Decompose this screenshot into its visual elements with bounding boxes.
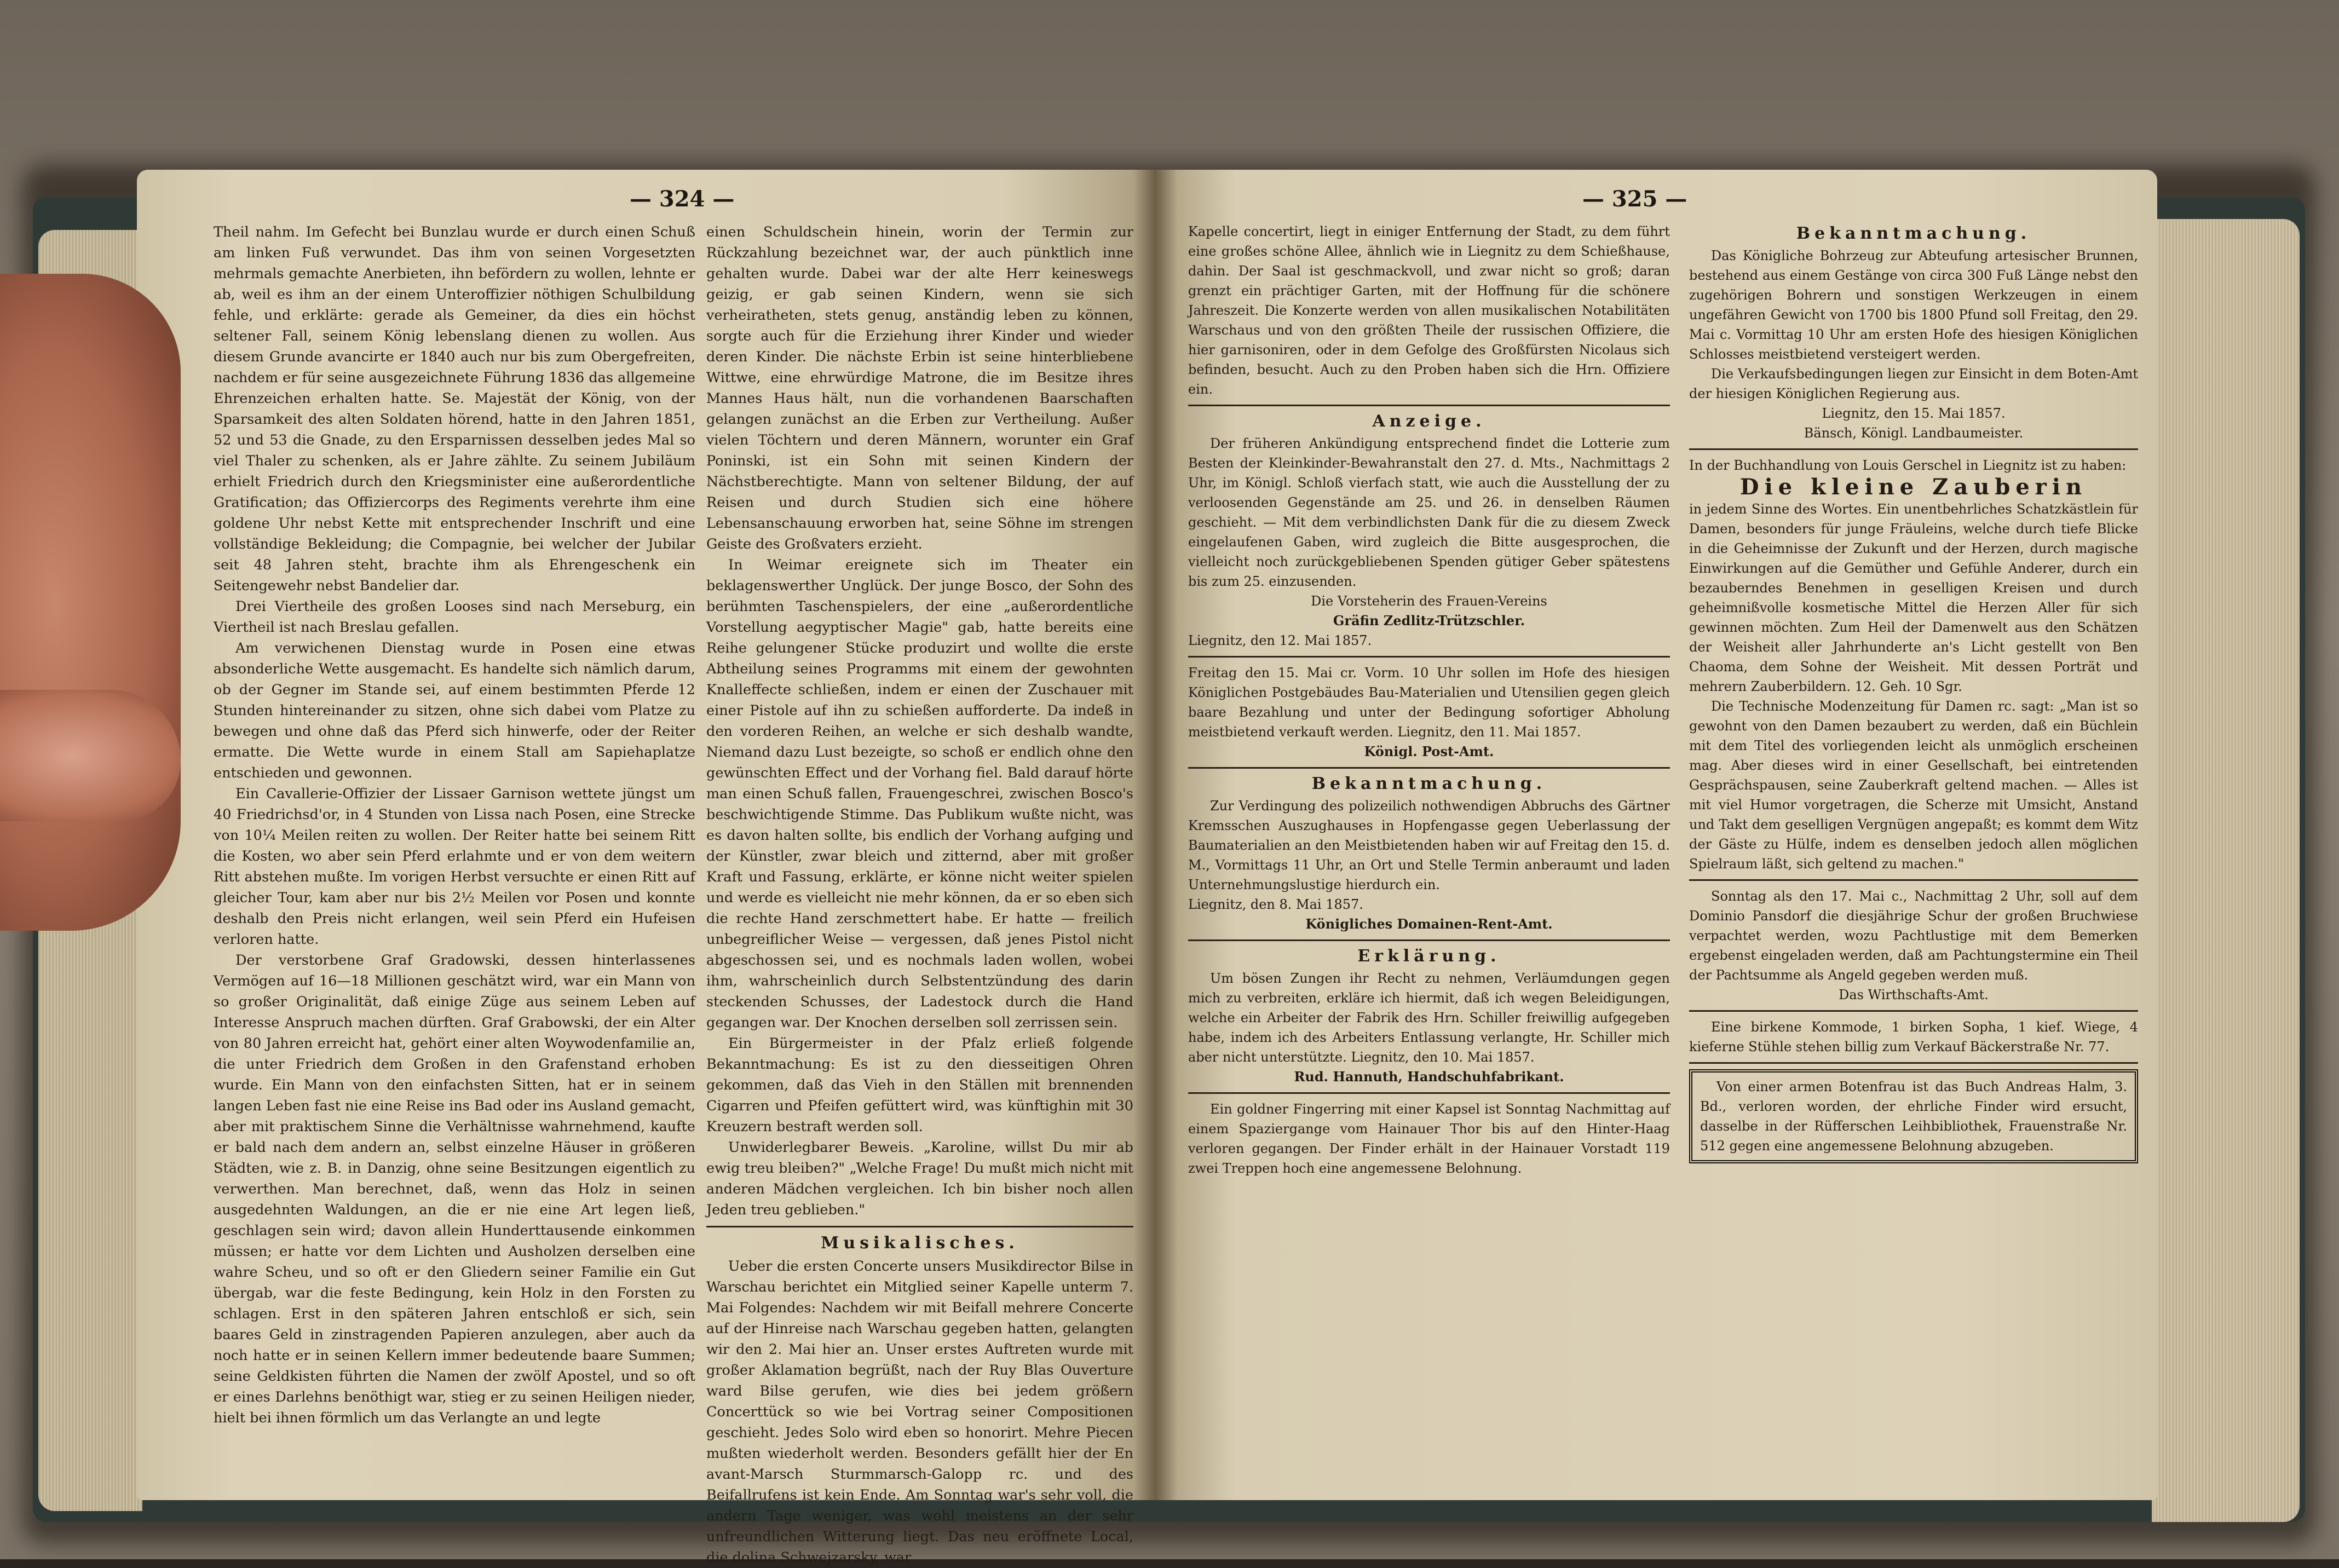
divider: [1188, 1092, 1670, 1094]
boxed-notice: [1689, 1069, 2138, 1163]
paragraph: Der verstorbene Graf Gradowski, dessen hinterlassenes Vermögen auf 16—18 Millionen geschätzt wird, war ein Mann von so großer Originalität, daß einige Züge aus seinem Leben auf Interesse Anspruch machen dürften. Graf Grabowski, der ein Alter von 80 Jahren erreicht hat, gehört einer alten Woywodenfamilie an, die unter Friedrich dem Großen in den Grafenstand erhoben wurde. Ein Mann von den einfachsten Sitten, hat er in seinem langen Leben fast nie eine Reise ins Bad oder ins Ausland gemacht, aber mit praktischem Sinne die Verhältnisse wahrnehmend, kaufte er bald nach dem andern an, selbst einzelne Häuser in größeren Städten, wie z. B. in Danzig, ohne seine Besitzungen eigentlich zu verwerthen. Man berechnet, daß, wenn das Holz in seinen ausgedehnten Waldungen, an die er nie eine Art legen ließ, geschlagen sein wird; davon allein Hunderttausende einkommen müssen; er hatte vor dem Lichten und Ausholzen derselben eine wahre Scheu, und so oft er den Gliedern seiner Familie ein Gut übergab, war die feste Bedingung, kein Holz in den Forsten zu schlagen. Erst in den späteren Jahren entschloß er sich, sein baares Geld in zinstragenden Papieren anzulegen, aber auch da noch hatte er in seinen Kellern immer bedeutende baare Summen; seine Geldkisten führten die Namen der zwölf Apostel, und so oft er eines Darlehns benöthigt war, stieg er zu seinen Heiligen nieder, hielt bei ihnen förmlich um das Verlangte an und legte: [214, 952, 695, 1426]
divider: [1689, 448, 2138, 450]
right-page-number: — 325 —: [1582, 186, 1687, 212]
paragraph: In Weimar ereignete sich im Theater ein beklagenswerther Unglück. Der junge Bosco, der Sohn des berühmten Taschenspielers, der eine „außerordentliche Vorstellung aegyptischer Magie" gab, hatte bereits eine Reihe gelungener Stücke produzirt und wollte die erste Abtheilung seines Programms mit einem der gewohnten Knalleffecte schließen, indem er einen der Zuschauer mit einer Pistole auf ihn zu schießen aufforderte. Da indeß in den vorderen Reihen, an welche er sich deshalb wandte, Niemand dazu Lust bezeigte, so schoß er endlich ohne den gewünschten Effect und der Vorhang fiel. Bald darauf hörte man einen Schuß fallen, Frauengeschrei, zwischen Bosco's beschwichtigende Stimme. Das Publikum wußte nicht, was es davon halten sollte, bis endlich der Vorhang aufging und der Künstler, zwar bleich und zitternd, aber mit großer Kraft und Fassung, erklärte, er könne nicht weiter spielen und werde es vielleicht nie mehr können, da er so eben sich die rechte Hand zerschmettert habe. Er hatte — freilich unbegreiflicher Weise — vergessen, daß jenes Pistol nicht abgeschossen sei, und es nochmals laden wollen, wobei ihm, wahrscheinlich durch Selbstentzündung des darin steckenden Schusses, der Ladestock durch die Hand gegangen war. Der Knochen derselben soll zerrissen sein.: [706, 557, 1133, 1031]
date-line: Liegnitz, den 8. Mai 1857.: [1188, 897, 1363, 912]
paragraph: Zur Verdingung des polizeilich nothwendigen Abbruchs des Gärtner Kremsschen Auszughauses in Hopfengasse gegen Ueberlassung der Baumaterialien an den Meistbietenden haben wir auf Freitag den 15. d. M., Vormittags 11 Uhr, an Ort und Stelle Termin anberaumt und laden Unternehmungslustige hierdurch ein.: [1188, 798, 1670, 892]
anzeige-heading: Anzeige.: [1372, 412, 1486, 431]
paragraph: in jedem Sinne des Wortes. Ein unentbehrliches Schatzkästlein für Damen, besonders für junge Fräuleins, welche durch tiefe Blicke in die Geheimnisse der Zukunft und der Herzen, durch magische Einwirkungen auf die Gemüther und Gefühle Anderer, durch ein bezauberndes Benehmen in geselligen Kreisen und durch geheimnißvolle kosmetische Mittel die Herzen Aller für sich gewinnen möchten. Zum Heil der Damenwelt aus den Schätzen der Weisheit aller Jahrhunderte an's Licht gestellt von Ben Chaoma, dem Sohne der Weisheit. Mit dessen Porträt und mehrern Zauberbildern. 12. Geh. 10 Sgr.: [1689, 501, 2138, 694]
paragraph: Eine birkene Kommode, 1 birken Sopha, 1 kief. Wiege, 4 kieferne Stühle stehen billig zum Verkauf Bäckerstraße Nr. 77.: [1689, 1019, 2138, 1054]
paragraph: einen Schuldschein hinein, worin der Termin zur Rückzahlung bezeichnet war, der auch pünktlich inne gehalten wurde. Dabei war der alte Herr keineswegs geizig, er gab seinen Kindern, wenn sie sich verheiratheten, stets genug, anständig leben zu können, sorgte auch für die Erziehung ihrer Kinder und wieder deren Kinder. Die nächste Erbin ist seine hinterbliebene Wittwe, eine ehrwürdige Matrone, die im Besitze ihres Mannes Haus hält, nun die vorhandenen Baarschaften gelangen zunächst an die Erben zur Vertheilung. Außer vielen Töchtern und deren Männern, worunter ein Graf Poninski, ist ein Sohn mit seinen Kindern der Nächstberechtigte. Mann von seltener Bildung, der auf Reisen und durch Studien sich eine höhere Lebensanschauung erworben hat, seine Söhne im strengen Geiste des Großvaters erzieht.: [706, 224, 1133, 552]
paragraph: Am verwichenen Dienstag wurde in Posen eine etwas absonderliche Wette ausgemacht. Es handelte sich nämlich darum, ob der Gegner im Stande sei, auf einem bestimmten Pferde 12 Stunden hintereinander zu sitzen, ohne sich dabei vom Platze zu bewegen und ohne daß das Pferd sich hinwerfe, oder der Reiter ermatte. Die Wette wurde in einem Stall am Sapiehaplatze entschieden und gewonnen.: [214, 640, 695, 781]
music-heading: Musikalisches.: [821, 1233, 1019, 1253]
bekanntmachung-heading: Bekanntmachung.: [1796, 224, 2031, 243]
right-page-stack: [2152, 219, 2300, 1522]
paragraph: Um bösen Zungen ihr Recht zu nehmen, Verläumdungen gegen mich zu verbreiten, erkläre ich hiermit, daß ich wegen Beleidigungen, welche ein Arbeiter der Fabrik des Hrn. Schiller freiwillig aufgegeben habe, indem ich des Arbeiters Entlassung verlangte, Hr. Schiller mich aber nicht unterstützte. Liegnitz, den 10. Mai 1857.: [1188, 971, 1670, 1065]
hand: [0, 274, 181, 931]
bekanntmachung-heading: Bekanntmachung.: [1311, 774, 1547, 793]
paragraph: Ein Cavallerie-Offizier der Lissaer Garnison wettete jüngst um 40 Friedrichsd'or, in 4 Stunden von Lissa nach Posen, eine Strecke von 10¼ Meilen reiten zu wollen. Der Reiter hatte bei seinem Ritt die Kosten, wo aber sein Pferd erlahmte und er von dem weitern Ritt abstehen mußte. Im vorigen Herbst versuchte er einen Ritt auf gleicher Tour, kam aber nur bis 2½ Meilen vor Posen und konnte deshalb den Preis nicht erlangen, weil sein Pferd ein Hufeisen verloren hatte.: [214, 786, 695, 948]
signature: Königliches Domainen-Rent-Amt.: [1305, 916, 1553, 932]
divider: [1188, 656, 1670, 658]
date-line: Liegnitz, den 12. Mai 1857.: [1188, 633, 1372, 648]
divider: [1689, 1010, 2138, 1012]
paragraph: Kapelle concertirt, liegt in einiger Entfernung der Stadt, zu dem führt eine großes schöne Allee, ähnlich wie in Liegnitz zu dem Schießhause, dahin. Der Saal ist geschmackvoll, und zwar nicht so groß; daran grenzt ein prächtiger Garten, mit der Hoffnung für die schönere Jahreszeit. Die Konzerte werden von allen musikalischen Notabilitäten Warschaus und von den größten Theile der russischen Offiziere, die hier garnisoniren, oder in dem Gefolge des Großfürsten Nicolaus sich befinden, besucht. Auch zu den Proben haben sich die Hrn. Offiziere ein.: [1188, 224, 1670, 397]
signature: Bänsch, Königl. Landbaumeister.: [1804, 425, 2024, 441]
signature: Gräfin Zedlitz-Trützschler.: [1333, 613, 1525, 629]
paragraph: Ein Bürgermeister in der Pfalz erließ folgende Bekanntmachung: Es ist zu den diesseitigen Ohren gekommen, daß das Vieh in den Ställen mit brennenden Cigarren und Pfeifen gefüttert wird, was künftighin mit 30 Kreuzern bestraft werden soll.: [706, 1035, 1133, 1135]
paragraph: Freitag den 15. Mai cr. Vorm. 10 Uhr sollen im Hofe des hiesigen Königlichen Postgebäudes Bau-Materialien und Utensilien gegen gleich baare Bezahlung und unter der Bedingung sofortiger Abholung meistbietend verkauft werden. Liegnitz, den 11. Mai 1857.: [1188, 665, 1670, 740]
paragraph: Die Verkaufsbedingungen liegen zur Einsicht in dem Boten-Amt der hiesigen Königlichen Regierung aus.: [1689, 366, 2138, 401]
paragraph: Der früheren Ankündigung entsprechend findet die Lotterie zum Besten der Kleinkinder-Bewahranstalt den 27. d. Mts., Nachmittags 2 Uhr, im Königl. Schloß vierfach statt, wie auch die Ausstellung der zu verloosenden Gegenstände am 25. und 26. in denselben Räumen geschieht. — Mit dem verbindlichsten Dank für die zu diesem Zweck eingelaufenen Gaben, wird zugleich die Bitte ausgesprochen, die vielleicht noch zurückgebliebenen Spenden gütiger Geber spätestens bis zum 25. einzusenden.: [1188, 436, 1670, 589]
thumb: [0, 690, 181, 821]
paragraph: Unwiderlegbarer Beweis. „Karoline, willst Du mir ab ewig treu bleiben?" „Welche Frage! Du mußt mich nicht mit anderen Mädchen vergleichen. Ich bin bisher noch allen Jeden treu geblieben.": [706, 1139, 1133, 1218]
divider: [1188, 405, 1670, 406]
date-line: Liegnitz, den 15. Mai 1857.: [1822, 406, 2006, 421]
divider: [706, 1226, 1133, 1227]
paragraph: Von einer armen Botenfrau ist das Buch Andreas Halm, 3. Bd., verloren worden, der ehrliche Finder wird ersucht, dasselbe in der Rüfferschen Leihbibliothek, Frauenstraße Nr. 512 gegen eine angemessene Belohnung abzugeben.: [1700, 1079, 2127, 1154]
signature: Die Vorsteherin des Frauen-Vereins: [1311, 593, 1547, 609]
book-title: Die kleine Zauberin: [1739, 474, 2088, 500]
paragraph: Die Technische Modenzeitung für Damen rc. sagt: „Man ist so gewohnt von den Damen bezaubert zu werden, daß ein Büchlein mit dem Titel des vorliegenden leicht als unmöglich erscheinen mag. Aber dieses wird in einer Gesellschaft, bei eintretenden Gesprächspausen, seine Zauberkraft geltend machen. — Alles ist mit viel Humor vorgetragen, die Scherze mit Umsicht, Anstand und Takt dem geselligen Vergnügen angepaßt; es kommt dem Witz der Gäste zu Hülfe, indem es denselben jedoch allen möglichen Spielraum läßt, sich geltend zu machen.": [1689, 699, 2138, 872]
signature: Das Wirthschafts-Amt.: [1839, 987, 1989, 1002]
paragraph: In der Buchhandlung von Louis Gerschel in Liegnitz ist zu haben:: [1689, 458, 2127, 473]
left-column-1: [214, 222, 695, 1428]
book-gutter: [1133, 170, 1177, 1500]
divider: [1689, 879, 2138, 881]
paragraph: Theil nahm. Im Gefecht bei Bunzlau wurde er durch einen Schuß am linken Fuß verwundet. Das ihm von seinen Vorgesetzten mehrmals gemachte Anerbieten, ihn befördern zu wollen, lehnte er ab, weil es ihm an der einem Unteroffizier nöthigen Schulbildung fehle, und erklärte: gerade als Gemeiner, da dies ein höchst seltener Fall, seinem König lebenslang dienen zu wollen. Aus diesem Grunde avancirte er 1840 auch nur bis zum Obergefreiten, nachdem er für seine ausgezeichnete Führung 1836 das allgemeine Ehrenzeichen erhalten hatte. Se. Majestät der König, von der Sparsamkeit des alten Soldaten hörend, hatte in den Jahren 1851, 52 und 53 die Gnade, zu den Ersparnissen desselben jedes Mal so viel Thaler zu schenken, als er Jahre zählte. Zu seinem Jubiläum erhielt Friedrich durch den Kriegsminister eine außerordentliche Gratification; das Offiziercorps des Regiments verehrte ihm eine goldene Uhr nebst Kette mit entsprechender Inschrift und eine vollständige Bekleidung; die Compagnie, bei welcher der Jubilar seit 48 Jahren steht, brachte ihm als Ehrengeschenk ein Seitengewehr nebst Bandelier dar.: [214, 224, 695, 594]
divider: [1188, 767, 1670, 769]
paragraph: Das Königliche Bohrzeug zur Abteufung artesischer Brunnen, bestehend aus einem Gestänge von circa 300 Fuß Länge nebst den zugehörigen Bohrern und sonstigen Werkzeugen in einem ungefähren Gewicht von 1700 bis 1800 Pfund soll Freitag, den 29. Mai c. Vormittag 10 Uhr am ersten Hofe des hiesigen Königlichen Schlosses meistbietend versteigert werden.: [1689, 248, 2138, 362]
paragraph: Ueber die ersten Concerte unsers Musikdirector Bilse in Warschau berichtet ein Mitglied seiner Kapelle unterm 7. Mai Folgendes: Nachdem wir mit Beifall mehrere Concerte auf der Hinreise nach Warschau gegeben hatten, gelangten wir den 2. Mai hier an. Unser erstes Auftreten wurde mit großer Aklamation begrüßt, nach der Ruy Blas Ouverture ward Bilse gerufen, wie dies bei jedem größern Concerttück so wie bei Vortrag seiner Compositionen geschieht. Jedes Solo wird eben so honorirt. Mehre Piecen mußten wiederholt werden. Besonders gefällt hier der En avant-Marsch Sturmmarsch-Galopp rc. und des Beifallrufens ist kein Ende. Am Sonntag war's sehr voll, die andern Tage weniger, was wohl meistens an der sehr unfreundlichen Witterung liegt. Das neu eröffnete Local, die dolina Schwejzarsky, war: [706, 1258, 1133, 1566]
paragraph: Sonntag als den 17. Mai c., Nachmittag 2 Uhr, soll auf dem Dominio Pansdorf die diesjährige Schur der großen Bruchwiese verpachtet werden, wozu Pachtlustige mit dem Bemerken ergebenst eingeladen werden, daß am Pachtungstermine ein Theil der Pachtsumme als Angeld gegeben werden muß.: [1689, 889, 2138, 983]
divider: [1188, 939, 1670, 941]
left-page: [137, 170, 1155, 1566]
paragraph: Ein goldner Fingerring mit einer Kapsel ist Sonntag Nachmittag auf einem Spaziergange vom Hainauer Thor bis auf den Hinter-Haag verloren gegangen. Der Finder erhält in der Hainauer Vorstadt 119 zwei Treppen hoch eine angemessene Belohnung.: [1188, 1102, 1670, 1176]
divider: [1689, 1062, 2138, 1064]
erklaerung-heading: Erklärung.: [1357, 947, 1501, 966]
right-column-2: [1689, 222, 2138, 1163]
right-column-1: [1188, 222, 1670, 1178]
left-page-number: — 324 —: [630, 186, 735, 212]
paragraph: Drei Viertheile des großen Looses sind nach Merseburg, ein Viertheil ist nach Breslau gefallen.: [214, 598, 695, 636]
right-page: [1155, 170, 2157, 1500]
signature: Königl. Post-Amt.: [1364, 743, 1494, 759]
left-column-2: [706, 222, 1133, 1568]
signature: Rud. Hannuth, Handschuhfabrikant.: [1294, 1069, 1564, 1085]
